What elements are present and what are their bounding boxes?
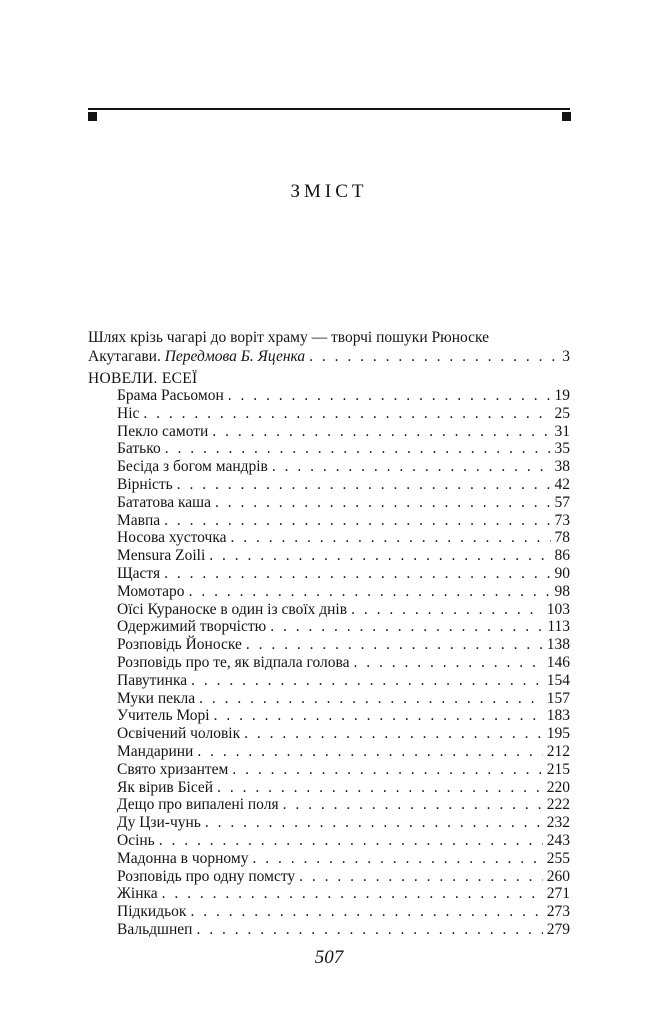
toc-entry-title: Пекло самоти <box>117 422 209 440</box>
toc-entry <box>117 387 570 405</box>
toc-entry-page: 146 <box>546 653 570 671</box>
dot-leader <box>143 405 550 423</box>
toc-entry <box>117 761 570 779</box>
toc-entry-title: Дещо про випалені поля <box>117 796 279 814</box>
footer-page-number: 507 <box>314 947 344 968</box>
toc-entry-page: 138 <box>546 636 570 654</box>
toc-entry-title: Учитель Морі <box>117 707 210 725</box>
dot-leader <box>244 725 543 743</box>
toc-entry-title: Мадонна в чорному <box>117 849 249 867</box>
section-heading: НОВЕЛИ. ЕСЕЇ <box>88 370 198 387</box>
toc-entry-title: Павутинка <box>117 671 188 689</box>
toc-entry-page: 243 <box>546 831 570 849</box>
toc-entry <box>117 583 570 601</box>
toc-entry <box>117 832 570 850</box>
toc-entry-page: 35 <box>554 440 570 458</box>
toc-entry <box>117 601 570 619</box>
toc-entry-title: Розповідь про те, як відпала голова <box>117 653 350 671</box>
toc-entry-page: 25 <box>554 404 570 422</box>
toc-entry-page: 90 <box>554 564 570 582</box>
toc-entry-title: Муки пекла <box>117 689 196 707</box>
dot-leader <box>217 779 543 797</box>
toc-entry-page: 78 <box>554 529 570 547</box>
toc-entry-page: 98 <box>554 582 570 600</box>
toc-entry-page: 195 <box>546 725 570 743</box>
intro-entry <box>88 328 570 366</box>
toc-entry-title: Момотаро <box>117 582 185 600</box>
toc-entry-title: Ду Цзи-чунь <box>117 814 201 832</box>
dot-leader <box>228 387 551 405</box>
toc-entry-title: Вірність <box>117 475 173 493</box>
toc-entry-page: 183 <box>546 707 570 725</box>
toc-entry-page: 215 <box>546 760 570 778</box>
toc-entry <box>117 512 570 530</box>
dot-leader <box>196 921 542 939</box>
toc-entry <box>117 850 570 868</box>
dot-leader <box>199 690 543 708</box>
toc-entry-page: 271 <box>546 885 570 903</box>
toc-entry-title: Розповідь Йоноске <box>117 636 242 654</box>
dot-leader <box>189 583 551 601</box>
dot-leader <box>205 814 543 832</box>
toc-entry-page: 255 <box>546 849 570 867</box>
toc-entry <box>117 458 570 476</box>
dot-leader <box>252 850 542 868</box>
toc-entry-page: 222 <box>546 796 570 814</box>
dot-leader <box>159 832 543 850</box>
dot-leader <box>309 347 558 366</box>
toc-entry-title: Щастя <box>117 564 161 582</box>
dot-leader <box>215 494 551 512</box>
toc-entry-title: Оїсі Кураноске в один із своїх днів <box>117 600 348 618</box>
toc-entry-title: Вальдшнеп <box>117 920 193 938</box>
toc-entry-page: 31 <box>554 422 570 440</box>
dot-leader <box>190 903 542 921</box>
toc-entry-page: 212 <box>546 742 570 760</box>
toc-entry-title: Підкидьок <box>117 903 187 921</box>
toc-entry <box>117 796 570 814</box>
toc-entry-page: 19 <box>554 387 570 404</box>
dot-leader <box>209 547 550 565</box>
top-rule <box>88 108 570 110</box>
dot-leader <box>270 618 543 636</box>
dot-leader <box>232 761 542 779</box>
toc-entry-title: Освічений чоловік <box>117 725 241 743</box>
left-square-marker <box>88 112 97 121</box>
toc-entry-title: Мандарини <box>117 742 194 760</box>
dot-leader <box>283 796 543 814</box>
toc-entry <box>117 440 570 458</box>
toc-entry <box>117 743 570 761</box>
toc-entry-title: Розповідь про одну помсту <box>117 867 296 885</box>
toc-entry-page: 273 <box>546 903 570 921</box>
intro-page-number: 3 <box>562 348 570 365</box>
dot-leader <box>299 868 543 886</box>
dot-leader <box>164 565 550 583</box>
toc-entry <box>117 725 570 743</box>
toc-entry-page: 57 <box>554 493 570 511</box>
toc-entry-title: Мавпа <box>117 511 161 529</box>
toc-entry <box>117 672 570 690</box>
toc-entry <box>117 618 570 636</box>
toc-entry <box>117 529 570 547</box>
toc-entry-page: 220 <box>546 778 570 796</box>
toc-entry <box>117 814 570 832</box>
toc-entry <box>117 779 570 797</box>
toc-entry <box>117 423 570 441</box>
toc-entry <box>117 494 570 512</box>
toc-entry <box>117 636 570 654</box>
toc-entry-title: Брама Расьомон <box>117 387 224 404</box>
dot-leader <box>197 743 542 761</box>
dot-leader <box>177 476 551 494</box>
dot-leader <box>246 636 543 654</box>
toc-entry <box>117 885 570 903</box>
toc-list <box>117 387 570 939</box>
toc-entry <box>117 565 570 583</box>
toc-entry-title: Ніс <box>117 404 140 422</box>
intro-line-1: Шлях крізь чагарі до воріт храму — творчі пошуки Рюноске <box>88 329 490 346</box>
dot-leader <box>354 654 543 672</box>
toc-entry-title: Бататова каша <box>117 493 211 511</box>
toc-entry <box>117 547 570 565</box>
page-title: ЗМІСТ <box>290 181 368 202</box>
toc-entry-title: Батько <box>117 440 161 458</box>
right-square-marker <box>562 112 571 121</box>
dot-leader <box>191 672 543 690</box>
toc-entry <box>117 921 570 939</box>
toc-entry <box>117 690 570 708</box>
toc-entry-title: Жінка <box>117 885 158 903</box>
toc-entry-title: Бесіда з богом мандрів <box>117 458 268 476</box>
intro-preface-credit: Передмова Б. Яценка <box>164 348 306 365</box>
dot-leader <box>164 512 550 530</box>
dot-leader <box>272 458 551 476</box>
toc-entry-page: 154 <box>546 671 570 689</box>
toc-entry-page: 42 <box>554 475 570 493</box>
toc-entry-title: Mensura Zoili <box>117 547 206 565</box>
toc-entry-page: 38 <box>554 458 570 476</box>
toc-entry-page: 73 <box>554 511 570 529</box>
toc-entry-page: 86 <box>554 547 570 565</box>
toc-entry-title: Одержимий творчістю <box>117 618 267 636</box>
toc-entry-page: 232 <box>546 814 570 832</box>
toc-entry-title: Свято хризантем <box>117 760 229 778</box>
toc-entry <box>117 868 570 886</box>
toc-entry-title: Осінь <box>117 831 155 849</box>
toc-entry <box>117 654 570 672</box>
toc-entry-page: 103 <box>546 600 570 618</box>
toc-entry <box>117 903 570 921</box>
toc-entry-page: 279 <box>546 920 570 938</box>
toc-entry-page: 260 <box>546 867 570 885</box>
dot-leader <box>214 707 543 725</box>
toc-entry-title: Носова хусточка <box>117 529 227 547</box>
dot-leader <box>212 423 550 441</box>
dot-leader <box>165 440 551 458</box>
toc-entry-title: Як вірив Бісей <box>117 778 214 796</box>
intro-line-2 <box>88 347 570 366</box>
toc-entry-page: 113 <box>547 618 570 636</box>
intro-line-2-text: Акутагави. <box>88 348 161 365</box>
dot-leader <box>351 601 543 619</box>
toc-entry <box>117 476 570 494</box>
dot-leader <box>162 885 543 903</box>
toc-entry-page: 157 <box>546 689 570 707</box>
toc-entry <box>117 405 570 423</box>
toc-entry <box>117 707 570 725</box>
dot-leader <box>231 529 551 547</box>
